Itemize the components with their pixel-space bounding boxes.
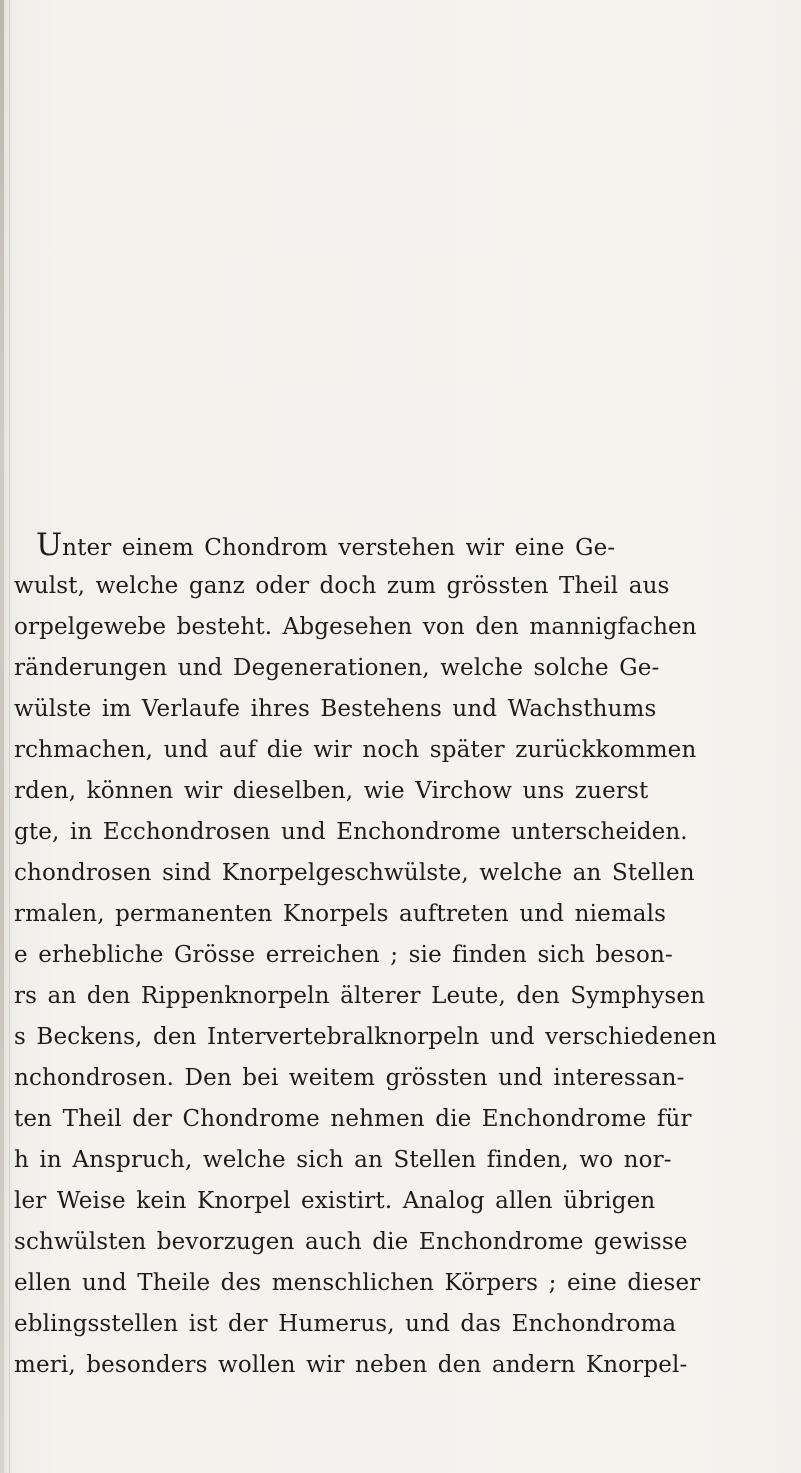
text-line: ränderungen und Degenerationen, welche solche Ge- bbox=[14, 655, 660, 681]
text-line: e erhebliche Grösse erreichen ; sie finden sich beson- bbox=[14, 942, 673, 968]
body-paragraph bbox=[14, 525, 794, 1386]
text-line: rs an den Rippenknorpeln älterer Leute, den Symphysen bbox=[14, 983, 706, 1009]
drop-cap: U bbox=[36, 527, 63, 563]
text-line: wülste im Verlaufe ihres Bestehens und Wachsthums bbox=[14, 696, 657, 722]
text-line: chondrosen sind Knorpelgeschwülste, welche an Stellen bbox=[14, 860, 695, 886]
text-line: nchondrosen. Den bei weitem grössten und interessan- bbox=[14, 1065, 685, 1091]
text-line: rmalen, permanenten Knorpels auftreten und niemals bbox=[14, 901, 667, 927]
text-line: orpelgewebe besteht. Abgesehen von den mannigfachen bbox=[14, 614, 697, 640]
text-line: meri, besonders wollen wir neben den andern Knorpel- bbox=[14, 1352, 688, 1378]
text-line: ellen und Theile des menschlichen Körpers ; eine dieser bbox=[14, 1270, 701, 1296]
text-line-1 bbox=[14, 525, 794, 566]
text-line: s Beckens, den Intervertebralknorpeln und verschiedenen bbox=[14, 1024, 717, 1050]
binding-gutter-line bbox=[9, 0, 10, 1473]
text-line: ten Theil der Chondrome nehmen die Enchondrome für bbox=[14, 1106, 692, 1132]
text-line: rchmachen, und auf die wir noch später zurückkommen bbox=[14, 737, 697, 763]
text-line-1-rest: nter einem Chondrom verstehen wir eine Ge- bbox=[62, 535, 616, 561]
text-line: gte, in Ecchondrosen und Enchondrome unterscheiden. bbox=[14, 819, 688, 845]
text-line: ler Weise kein Knorpel existirt. Analog allen übrigen bbox=[14, 1188, 656, 1214]
text-line: rden, können wir dieselben, wie Virchow uns zuerst bbox=[14, 778, 649, 804]
text-line: h in Anspruch, welche sich an Stellen finden, wo nor- bbox=[14, 1147, 672, 1173]
text-line: wulst, welche ganz oder doch zum grössten Theil aus bbox=[14, 573, 670, 599]
text-line: schwülsten bevorzugen auch die Enchondrome gewisse bbox=[14, 1229, 688, 1255]
binding-gutter-shadow bbox=[0, 0, 4, 1473]
text-line: eblingsstellen ist der Humerus, und das Enchondroma bbox=[14, 1311, 677, 1337]
